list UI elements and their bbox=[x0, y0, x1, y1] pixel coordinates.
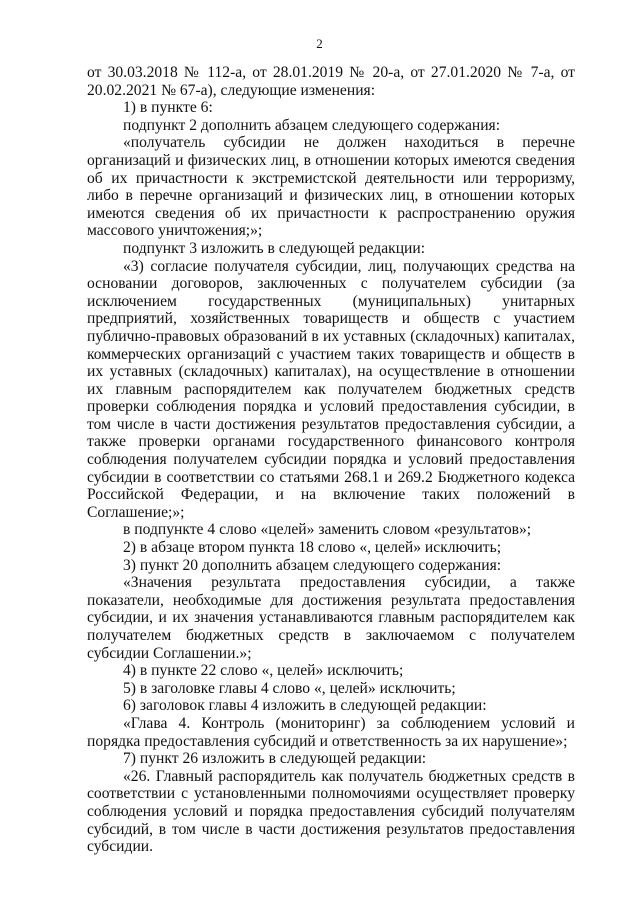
paragraph: 3) пункт 20 дополнить абзацем следующего содержания: bbox=[123, 556, 502, 574]
paragraph: 4) в пункте 22 слово «, целей» исключить; bbox=[123, 662, 404, 680]
paragraph: «Глава 4. Контроль (мониторинг) за соблюдением условий и порядка предоставления субсидий и ответственность за их нарушение»; bbox=[87, 714, 575, 750]
paragraph: 6) заголовок главы 4 изложить в следующей редакции: bbox=[123, 697, 487, 715]
paragraph: 2) в абзаце втором пункта 18 слово «, целей» исключить; bbox=[123, 539, 502, 557]
paragraph: «3) согласие получателя субсидии, лиц, получающих средства на основании договоров, заключенных с получателем субсидии (за исключением государственных (муниципальных) унитарных предприятий, хозяйственных товариществ и обществ с участием публично-правовых образований в их уставных (складочных) капиталах, коммерческих организаций с участием таких товариществ и обществ в их уставных (складочных) капиталах), на осуществление в отношении их главным распорядителем как получателем бюджетных средств проверки соблюдения порядка и условий предоставления субсидии, в том числе в части достижения результатов предоставления субсидии, а также проверки органами государственного финансового контроля соблюдения получателем субсидии порядка и условий предоставления субсидии в соответствии со статьями 268.1 и 269.2 Бюджетного кодекса Российской Федерации, и на включение таких положений в Соглашение;»; bbox=[87, 257, 575, 521]
paragraph: 5) в заголовке главы 4 слово «, целей» исключить; bbox=[123, 679, 456, 697]
document-body bbox=[87, 64, 575, 856]
paragraph: «получатель субсидии не должен находиться в перечне организаций и физических лиц, в отношении которых имеются сведения об их причастности к экстремистской деятельности или терроризму, либо в перечне организаций и физических лиц, в отношении которых имеются сведения об их причастности к распространению оружия массового уничтожения;»; bbox=[87, 134, 575, 240]
paragraph: 1) в пункте 6: bbox=[123, 99, 213, 117]
paragraph: подпункт 2 дополнить абзацем следующего содержания: bbox=[123, 116, 501, 134]
paragraph: в подпункте 4 слово «целей» заменить словом «результатов»; bbox=[123, 521, 532, 539]
paragraph: 7) пункт 26 изложить в следующей редакции: bbox=[123, 750, 427, 768]
paragraph: «26. Главный распорядитель как получатель бюджетных средств в соответствии с установленными полномочиями осуществляет проверку соблюдения условий и порядка предоставления субсидий получателям субсидий, в том числе в части достижения результатов предоставления субсидии. bbox=[87, 767, 575, 856]
paragraph: «Значения результата предоставления субсидии, а также показатели, необходимые для достижения результата предоставления субсидии, и их значения устанавливаются главным распорядителем как получателем бюджетных средств в заключаемом с получателем субсидии Соглашении.»; bbox=[87, 574, 575, 662]
paragraph: подпункт 3 изложить в следующей редакции: bbox=[123, 239, 426, 257]
page-number: 2 bbox=[316, 36, 323, 51]
paragraph: от 30.03.2018 № 112-а, от 28.01.2019 № 20-а, от 27.01.2020 № 7-а, от 20.02.2021 № 67-а), следующие изменения: bbox=[87, 64, 575, 99]
